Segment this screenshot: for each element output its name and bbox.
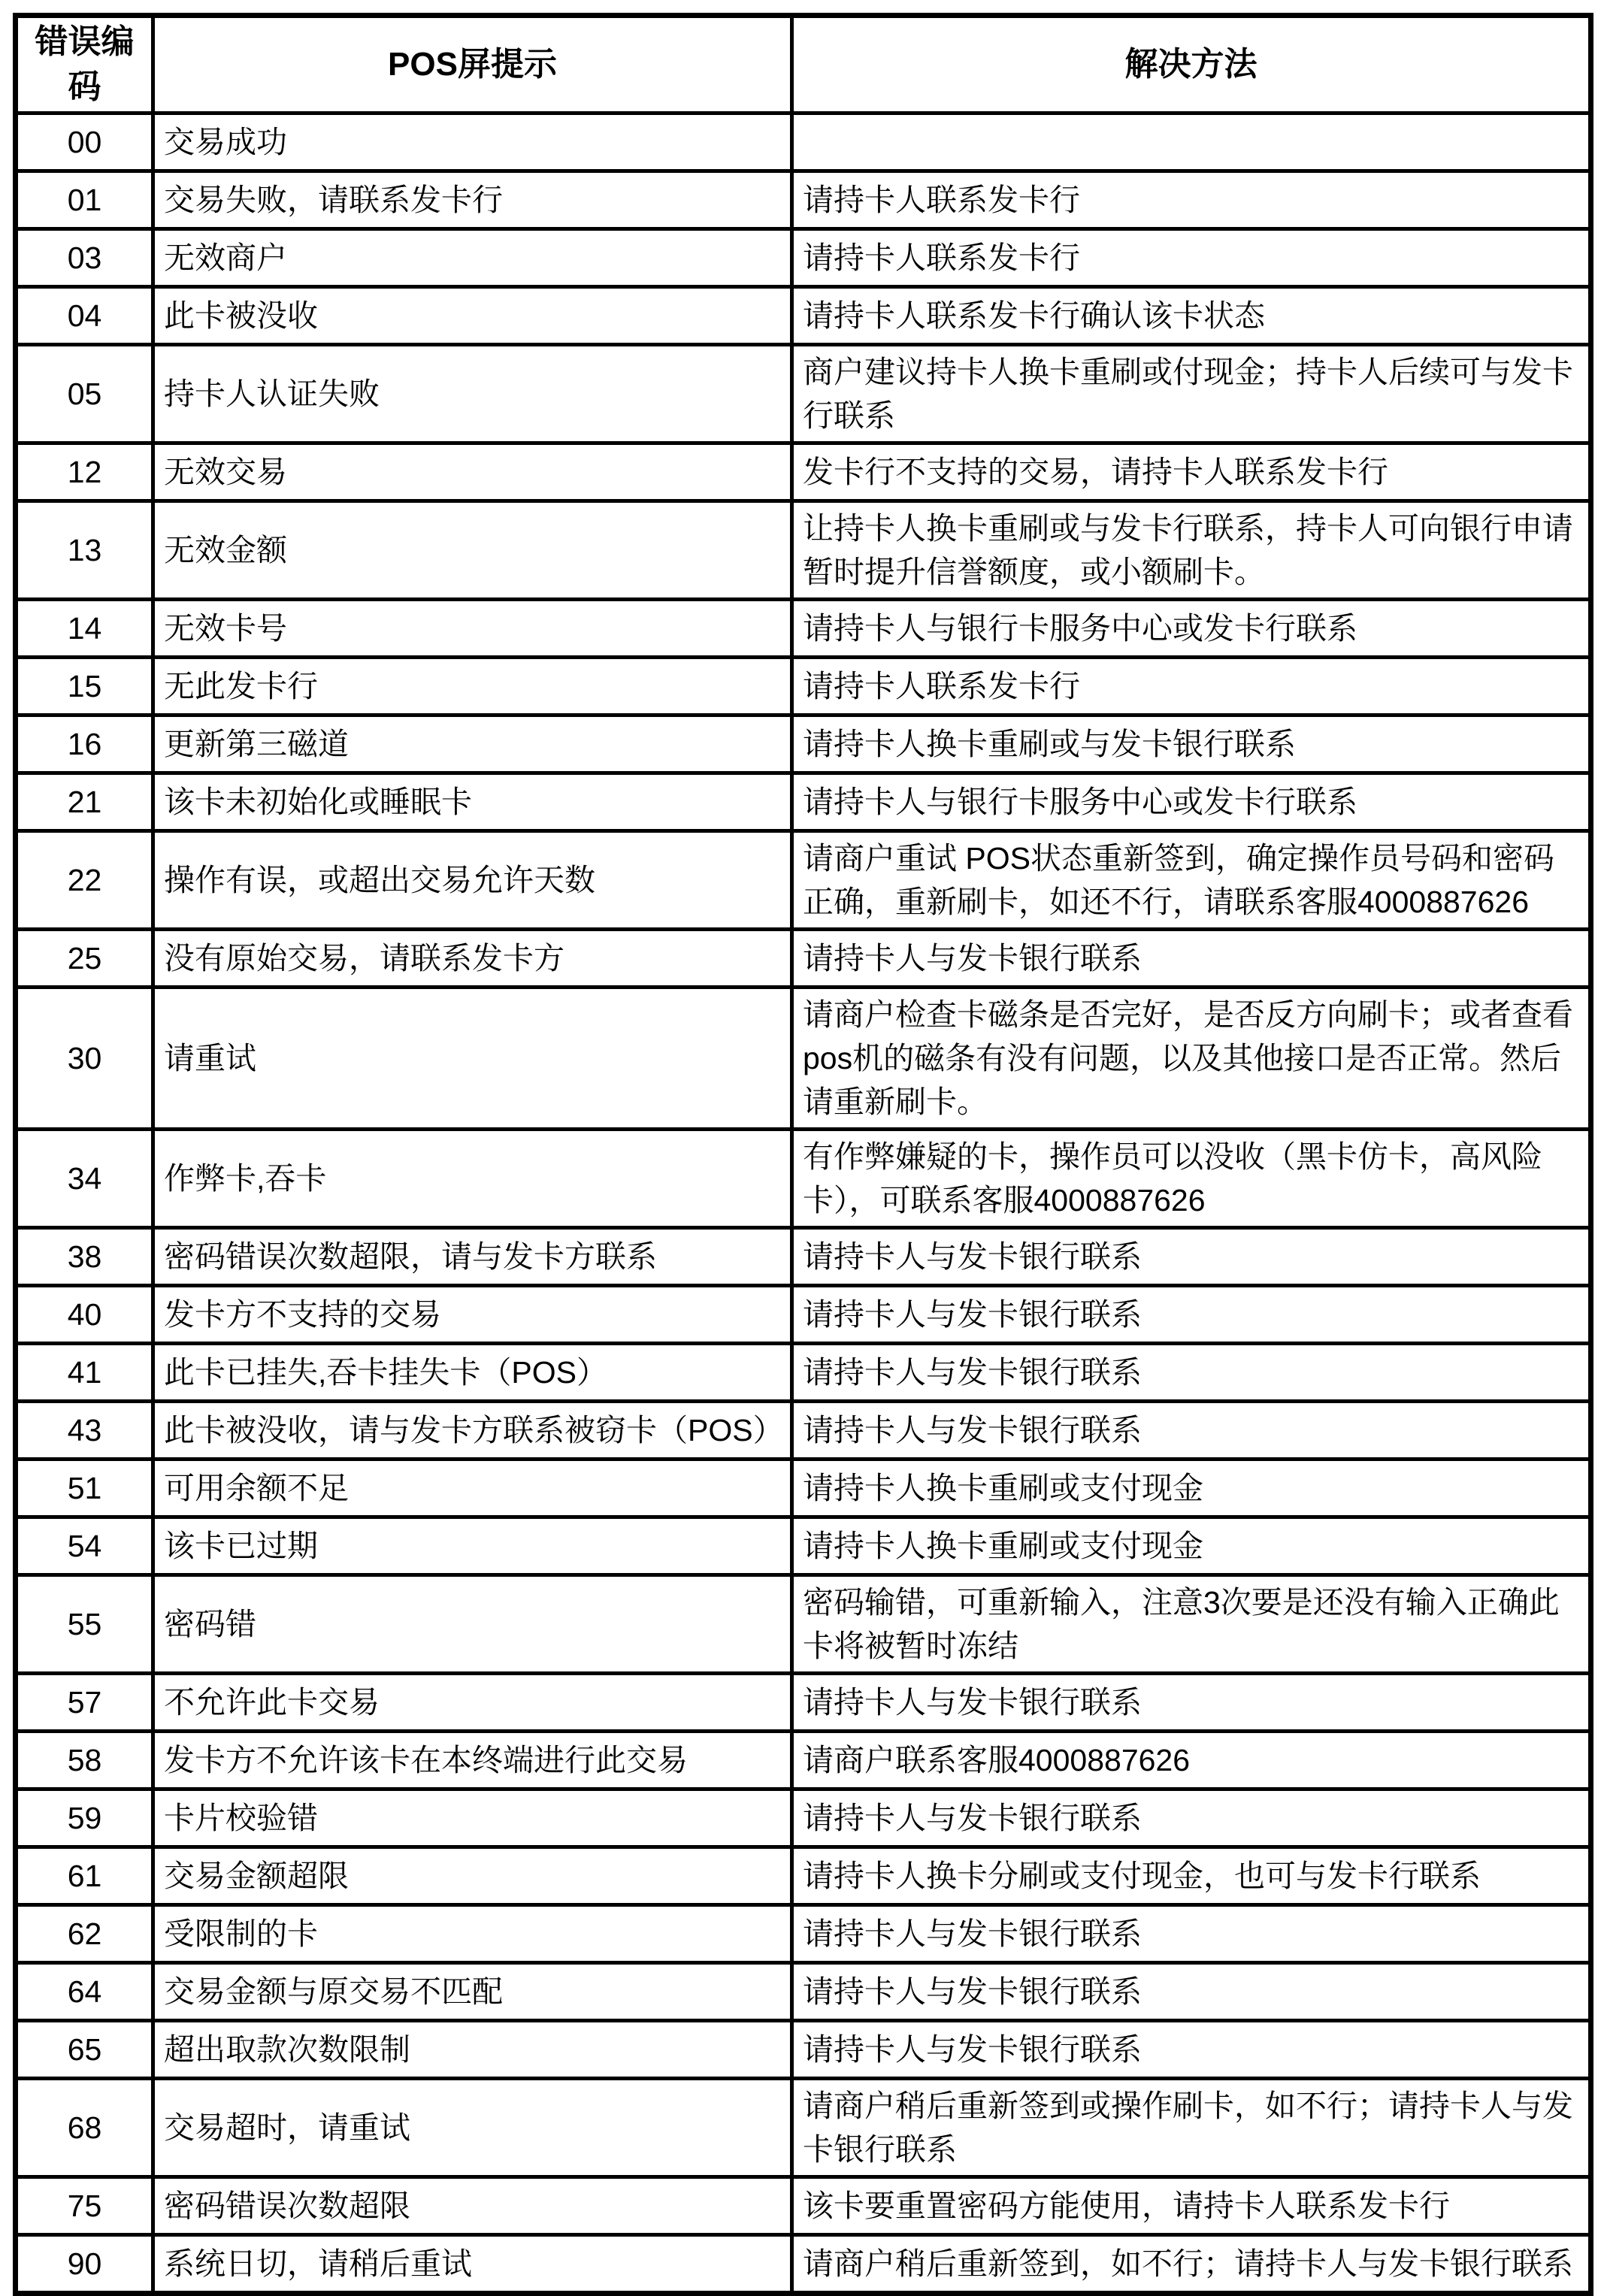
table-row bbox=[16, 600, 1591, 658]
cell-error-code: 43 bbox=[16, 1402, 153, 1460]
cell-error-code: 12 bbox=[16, 443, 153, 501]
cell-error-code: 75 bbox=[16, 2177, 153, 2235]
cell-solution: 请持卡人与发卡银行联系 bbox=[792, 1789, 1591, 1847]
cell-error-code: 68 bbox=[16, 2079, 153, 2177]
cell-error-code: 01 bbox=[16, 171, 153, 229]
cell-pos-prompt: 无效商户 bbox=[153, 229, 792, 287]
cell-solution: 请持卡人联系发卡行确认该卡状态 bbox=[792, 287, 1591, 345]
header-error-code: 错误编码 bbox=[16, 16, 153, 113]
cell-error-code: 58 bbox=[16, 1732, 153, 1789]
cell-solution: 请持卡人与发卡银行联系 bbox=[792, 1286, 1591, 1344]
cell-pos-prompt: 更新第三磁道 bbox=[153, 715, 792, 773]
cell-pos-prompt: 卡片校验错 bbox=[153, 1789, 792, 1847]
table-row bbox=[16, 1575, 1591, 1674]
cell-solution: 让持卡人换卡重刷或与发卡行联系，持卡人可向银行申请暂时提升信誉额度，或小额刷卡。 bbox=[792, 501, 1591, 600]
cell-error-code: 57 bbox=[16, 1674, 153, 1732]
table-row bbox=[16, 171, 1591, 229]
cell-pos-prompt: 作弊卡,吞卡 bbox=[153, 1130, 792, 1228]
cell-pos-prompt: 超出取款次数限制 bbox=[153, 2021, 792, 2079]
cell-error-code: 14 bbox=[16, 600, 153, 658]
header-solution: 解决方法 bbox=[792, 16, 1591, 113]
cell-solution: 请持卡人与发卡银行联系 bbox=[792, 1228, 1591, 1286]
cell-error-code: 15 bbox=[16, 658, 153, 715]
table-row bbox=[16, 1460, 1591, 1517]
cell-solution: 请持卡人与发卡银行联系 bbox=[792, 1402, 1591, 1460]
cell-pos-prompt: 该卡已过期 bbox=[153, 1517, 792, 1575]
cell-solution: 请持卡人与发卡银行联系 bbox=[792, 1905, 1591, 1963]
table-row bbox=[16, 2079, 1591, 2177]
cell-solution: 密码输错，可重新输入，注意3次要是还没有输入正确此卡将被暂时冻结 bbox=[792, 1575, 1591, 1674]
cell-pos-prompt: 无此发卡行 bbox=[153, 658, 792, 715]
cell-pos-prompt: 不允许此卡交易 bbox=[153, 1674, 792, 1732]
table-row bbox=[16, 773, 1591, 831]
cell-pos-prompt: 受限制的卡 bbox=[153, 1905, 792, 1963]
cell-error-code: 41 bbox=[16, 1344, 153, 1402]
table-row bbox=[16, 1228, 1591, 1286]
cell-pos-prompt: 无效卡号 bbox=[153, 600, 792, 658]
table-row bbox=[16, 229, 1591, 287]
cell-pos-prompt: 操作有误，或超出交易允许天数 bbox=[153, 831, 792, 930]
cell-error-code: 61 bbox=[16, 1847, 153, 1905]
header-row bbox=[16, 16, 1591, 113]
cell-error-code: 38 bbox=[16, 1228, 153, 1286]
cell-solution: 请商户稍后重新签到或操作刷卡，如不行；请持卡人与发卡银行联系 bbox=[792, 2079, 1591, 2177]
cell-error-code: 13 bbox=[16, 501, 153, 600]
table-row bbox=[16, 1674, 1591, 1732]
cell-solution: 请商户检查卡磁条是否完好，是否反方向刷卡；或者查看pos机的磁条有没有问题，以及其他接口是否正常。然后请重新刷卡。 bbox=[792, 988, 1591, 1130]
cell-pos-prompt: 密码错误次数超限 bbox=[153, 2177, 792, 2235]
cell-pos-prompt: 没有原始交易，请联系发卡方 bbox=[153, 930, 792, 988]
cell-solution: 请持卡人与发卡银行联系 bbox=[792, 2021, 1591, 2079]
table-row bbox=[16, 930, 1591, 988]
cell-error-code: 21 bbox=[16, 773, 153, 831]
cell-error-code: 59 bbox=[16, 1789, 153, 1847]
cell-solution: 请持卡人换卡重刷或支付现金 bbox=[792, 1460, 1591, 1517]
cell-pos-prompt: 系统日切，请稍后重试 bbox=[153, 2235, 792, 2294]
cell-solution: 该卡要重置密码方能使用，请持卡人联系发卡行 bbox=[792, 2177, 1591, 2235]
table-row bbox=[16, 287, 1591, 345]
cell-error-code: 65 bbox=[16, 2021, 153, 2079]
cell-pos-prompt: 密码错 bbox=[153, 1575, 792, 1674]
cell-solution: 请持卡人与银行卡服务中心或发卡行联系 bbox=[792, 773, 1591, 831]
cell-error-code: 25 bbox=[16, 930, 153, 988]
cell-pos-prompt: 无效交易 bbox=[153, 443, 792, 501]
table-row bbox=[16, 2235, 1591, 2294]
cell-pos-prompt: 交易金额超限 bbox=[153, 1847, 792, 1905]
cell-pos-prompt: 发卡方不允许该卡在本终端进行此交易 bbox=[153, 1732, 792, 1789]
cell-pos-prompt: 交易失败，请联系发卡行 bbox=[153, 171, 792, 229]
cell-solution: 有作弊嫌疑的卡，操作员可以没收（黑卡仿卡，高风险卡），可联系客服4000887626 bbox=[792, 1130, 1591, 1228]
cell-pos-prompt: 密码错误次数超限，请与发卡方联系 bbox=[153, 1228, 792, 1286]
cell-error-code: 55 bbox=[16, 1575, 153, 1674]
cell-pos-prompt: 可用余额不足 bbox=[153, 1460, 792, 1517]
pos-error-code-document bbox=[13, 13, 1593, 2296]
table-row bbox=[16, 715, 1591, 773]
cell-solution: 发卡行不支持的交易，请持卡人联系发卡行 bbox=[792, 443, 1591, 501]
cell-pos-prompt: 发卡方不支持的交易 bbox=[153, 1286, 792, 1344]
table-row bbox=[16, 501, 1591, 600]
cell-error-code: 04 bbox=[16, 287, 153, 345]
cell-solution: 请持卡人与发卡银行联系 bbox=[792, 1674, 1591, 1732]
table-row bbox=[16, 1789, 1591, 1847]
table-row bbox=[16, 113, 1591, 171]
cell-error-code: 54 bbox=[16, 1517, 153, 1575]
cell-error-code: 16 bbox=[16, 715, 153, 773]
cell-solution: 商户建议持卡人换卡重刷或付现金；持卡人后续可与发卡行联系 bbox=[792, 345, 1591, 443]
table-body bbox=[16, 113, 1591, 2294]
cell-error-code: 00 bbox=[16, 113, 153, 171]
cell-error-code: 64 bbox=[16, 1963, 153, 2021]
header-pos-prompt: POS屏提示 bbox=[153, 16, 792, 113]
table-row bbox=[16, 1286, 1591, 1344]
cell-error-code: 51 bbox=[16, 1460, 153, 1517]
cell-solution: 请持卡人与发卡银行联系 bbox=[792, 1344, 1591, 1402]
table-row bbox=[16, 1402, 1591, 1460]
cell-pos-prompt: 无效金额 bbox=[153, 501, 792, 600]
cell-solution: 请商户稍后重新签到，如不行；请持卡人与发卡银行联系 bbox=[792, 2235, 1591, 2294]
cell-error-code: 90 bbox=[16, 2235, 153, 2294]
cell-solution: 请持卡人联系发卡行 bbox=[792, 229, 1591, 287]
cell-solution: 请持卡人换卡重刷或与发卡银行联系 bbox=[792, 715, 1591, 773]
table-row bbox=[16, 1517, 1591, 1575]
cell-solution: 请持卡人与发卡银行联系 bbox=[792, 930, 1591, 988]
cell-solution: 请持卡人换卡重刷或支付现金 bbox=[792, 1517, 1591, 1575]
cell-error-code: 05 bbox=[16, 345, 153, 443]
table-row bbox=[16, 443, 1591, 501]
cell-pos-prompt: 该卡未初始化或睡眠卡 bbox=[153, 773, 792, 831]
cell-error-code: 40 bbox=[16, 1286, 153, 1344]
cell-solution: 请持卡人联系发卡行 bbox=[792, 658, 1591, 715]
cell-pos-prompt: 交易超时，请重试 bbox=[153, 2079, 792, 2177]
cell-solution: 请商户重试 POS状态重新签到，确定操作员号码和密码正确，重新刷卡，如还不行，请联系客服4000887626 bbox=[792, 831, 1591, 930]
cell-solution: 请持卡人与发卡银行联系 bbox=[792, 1963, 1591, 2021]
cell-solution: 请持卡人联系发卡行 bbox=[792, 171, 1591, 229]
cell-error-code: 03 bbox=[16, 229, 153, 287]
cell-solution: 请持卡人与银行卡服务中心或发卡行联系 bbox=[792, 600, 1591, 658]
pos-error-code-table bbox=[13, 13, 1593, 2296]
cell-error-code: 62 bbox=[16, 1905, 153, 1963]
table-row bbox=[16, 1344, 1591, 1402]
table-row bbox=[16, 1963, 1591, 2021]
table-row bbox=[16, 658, 1591, 715]
cell-error-code: 22 bbox=[16, 831, 153, 930]
table-row bbox=[16, 345, 1591, 443]
table-row bbox=[16, 831, 1591, 930]
cell-pos-prompt: 此卡被没收 bbox=[153, 287, 792, 345]
cell-error-code: 34 bbox=[16, 1130, 153, 1228]
table-row bbox=[16, 1905, 1591, 1963]
cell-pos-prompt: 交易金额与原交易不匹配 bbox=[153, 1963, 792, 2021]
table-row bbox=[16, 1732, 1591, 1789]
cell-pos-prompt: 此卡被没收，请与发卡方联系被窃卡（POS） bbox=[153, 1402, 792, 1460]
cell-pos-prompt: 此卡已挂失,吞卡挂失卡（POS） bbox=[153, 1344, 792, 1402]
cell-solution bbox=[792, 113, 1591, 171]
table-row bbox=[16, 2021, 1591, 2079]
cell-pos-prompt: 请重试 bbox=[153, 988, 792, 1130]
cell-pos-prompt: 持卡人认证失败 bbox=[153, 345, 792, 443]
cell-error-code: 30 bbox=[16, 988, 153, 1130]
table-row bbox=[16, 988, 1591, 1130]
table-row bbox=[16, 1847, 1591, 1905]
table-row bbox=[16, 1130, 1591, 1228]
cell-solution: 请商户联系客服4000887626 bbox=[792, 1732, 1591, 1789]
table-row bbox=[16, 2177, 1591, 2235]
cell-solution: 请持卡人换卡分刷或支付现金，也可与发卡行联系 bbox=[792, 1847, 1591, 1905]
cell-pos-prompt: 交易成功 bbox=[153, 113, 792, 171]
